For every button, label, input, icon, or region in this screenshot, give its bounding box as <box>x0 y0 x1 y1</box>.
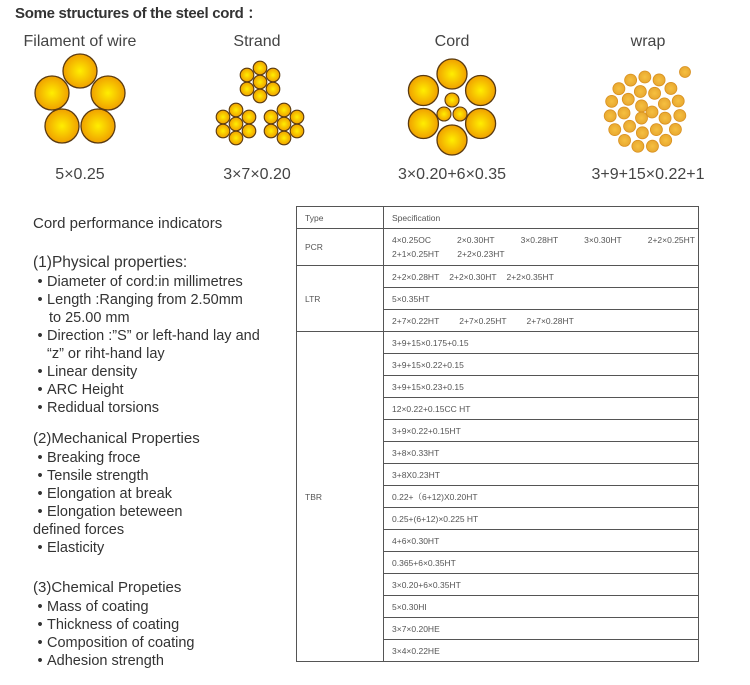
wire-circle <box>680 67 691 78</box>
type-cell: LTR <box>297 266 384 332</box>
spec-cell: 3×4×0.22HE <box>384 640 699 662</box>
spec-cell: 3+8×0.33HT <box>384 442 699 464</box>
bullet-icon: • <box>37 468 43 484</box>
section-title: (1)Physical properties: <box>33 254 188 271</box>
wire-circle <box>240 68 254 82</box>
wire-circle <box>264 110 278 124</box>
wire-circle <box>672 95 684 107</box>
wire-circle <box>466 76 496 106</box>
list-item: • Composition of coating <box>33 634 260 652</box>
wire-circle <box>277 131 291 145</box>
list-item: • Linear density <box>33 363 260 381</box>
wire-circle <box>229 103 243 117</box>
wire-circle <box>445 93 459 107</box>
wire-circle <box>650 124 662 136</box>
spec-value: 2+2×0.30HT <box>449 271 497 282</box>
bullet-icon: • <box>37 328 43 344</box>
performance-indicators <box>33 214 260 670</box>
spec-value: 4×0.25OC <box>392 235 431 245</box>
bullet-icon: • <box>37 486 43 502</box>
list-item: • Elongation at break <box>33 485 260 503</box>
list-item-continuation: “z” or riht-hand lay <box>47 346 165 362</box>
wire-circle <box>649 87 661 99</box>
spec-cell: 0.25+(6+12)×0.225 HT <box>384 508 699 530</box>
wire-circle <box>437 107 451 121</box>
spec-value: 2+2×0.23HT <box>457 249 505 259</box>
list-item: • Diameter of cord:in millimetres <box>33 273 260 291</box>
wire-circle <box>660 134 672 146</box>
list-item: • Redidual torsions <box>33 399 260 417</box>
wire-circle <box>290 110 304 124</box>
type-cell: PCR <box>297 229 384 266</box>
wire-circle <box>290 124 304 138</box>
spec-value: 3×0.30HT <box>584 235 622 245</box>
structure-label: wrap <box>630 33 666 50</box>
spec-value: 2+2×0.28HT <box>392 271 440 282</box>
wire-circle <box>665 82 677 94</box>
wire-circle <box>658 98 670 110</box>
spec-cell: 5×0.35HT <box>384 288 699 310</box>
wire-circle <box>242 124 256 138</box>
wire-circle <box>636 112 648 124</box>
wire-circle <box>653 74 665 86</box>
structure-filament <box>0 32 160 183</box>
wire-circle <box>624 120 636 132</box>
spec-value: 2×0.30HT <box>457 235 495 245</box>
section-title: (2)Mechanical Properties <box>33 430 200 447</box>
wire-circle <box>242 110 256 124</box>
bullet-icon: • <box>37 653 43 669</box>
structure-spec: 5×0.25 <box>55 166 105 183</box>
table-row-tbr <box>297 332 699 354</box>
bullet-icon: • <box>37 400 43 416</box>
wire-circle <box>35 76 69 110</box>
spec-cell: 3+9+15×0.23+0.15 <box>384 376 699 398</box>
bullet-icon: • <box>37 364 43 380</box>
table-row-ltr <box>297 266 699 288</box>
wire-circle <box>625 74 637 86</box>
wire-circle <box>408 109 438 139</box>
list-item: • Tensile strength <box>33 467 260 485</box>
spec-cell: 5×0.30HI <box>384 596 699 618</box>
wire-circle <box>606 95 618 107</box>
wire-circle <box>277 103 291 117</box>
bullet-icon: • <box>37 540 43 556</box>
section-title: (3)Chemical Propeties <box>33 579 182 596</box>
list-item-continuation: to 25.00 mm <box>49 310 130 326</box>
spec-cell: 0.365+6×0.35HT <box>384 552 699 574</box>
wire-circle <box>646 106 658 118</box>
list-item: • Elongation beteween <box>33 503 260 521</box>
bullet-icon: • <box>37 599 43 615</box>
spec-value: 2+1×0.25HT <box>392 249 440 259</box>
structure-label: Filament of wire <box>23 33 137 50</box>
wire-circle <box>277 117 291 131</box>
spec-value: 2+7×0.22HT <box>392 315 440 326</box>
spec-cell: 0.22+（6+12)X0.20HT <box>384 486 699 508</box>
wire-circle <box>408 76 438 106</box>
spec-cell <box>384 229 699 266</box>
spec-value: 2+2×0.35HT <box>506 271 554 282</box>
wire-circle <box>437 125 467 155</box>
wire-circle <box>619 134 631 146</box>
spec-cell: 3×7×0.20HE <box>384 618 699 640</box>
list-item-continuation: defined forces <box>33 522 125 538</box>
structure-wrap <box>568 32 728 183</box>
wire-circle <box>63 54 97 88</box>
specification-table <box>296 206 699 662</box>
three-strand-cross-section-icon <box>202 52 312 162</box>
list-item: • Thickness of coating <box>33 616 260 634</box>
wire-circle <box>604 110 616 122</box>
list-item: • Breaking froce <box>33 449 260 467</box>
spec-cell: 4+6×0.30HT <box>384 530 699 552</box>
wire-circle <box>618 107 630 119</box>
bullet-icon: • <box>37 292 43 308</box>
wire-circle <box>81 109 115 143</box>
bullet-icon: • <box>37 504 43 520</box>
table-row-pcr <box>297 229 699 266</box>
wire-circle <box>437 59 467 89</box>
wire-circle <box>609 124 621 136</box>
spec-cell <box>384 310 699 332</box>
wire-circle <box>266 82 280 96</box>
spec-value: 2+2×0.25HT <box>647 235 695 245</box>
wire-circle <box>646 140 658 152</box>
header-specification: Specification <box>384 207 699 229</box>
structure-spec: 3+9+15×0.22+1 <box>591 166 705 183</box>
spec-cell: 3+8X0.23HT <box>384 464 699 486</box>
list-item: • Direction :”S” or left-hand lay and <box>33 327 260 345</box>
wire-circle <box>634 86 646 98</box>
page-title: Some structures of the steel cord ： <box>15 5 263 22</box>
wire-circle <box>639 71 651 83</box>
wire-circle <box>659 112 671 124</box>
bullet-icon: • <box>37 274 43 290</box>
spec-value: 2+7×0.28HT <box>526 315 574 326</box>
list-item: • ARC Height <box>33 381 260 399</box>
spec-value: 3×0.28HT <box>520 235 559 245</box>
wire-circle <box>636 100 648 112</box>
cord-cross-section-icon <box>397 52 507 162</box>
header-type: Type <box>297 207 384 229</box>
structure-spec: 3×0.20+6×0.35 <box>397 166 507 183</box>
bullet-icon: • <box>37 617 43 633</box>
structure-spec: 3×7×0.20 <box>223 166 291 183</box>
list-item: • Elasticity <box>33 539 260 557</box>
type-cell: TBR <box>297 332 384 662</box>
spec-cell: 3×0.20+6×0.35HT <box>384 574 699 596</box>
spec-cell: 12×0.22+0.15CC HT <box>384 398 699 420</box>
list-item: • Length :Ranging from 2.50mm <box>33 291 260 309</box>
wire-circle <box>216 110 230 124</box>
five-filament-cross-section-icon <box>25 52 135 162</box>
wire-circle <box>45 109 79 143</box>
wire-circle <box>632 140 644 152</box>
wire-circle <box>453 107 467 121</box>
wire-circle <box>266 68 280 82</box>
wire-circle <box>674 109 686 121</box>
structure-label: Strand <box>233 33 281 50</box>
wrap-cross-section-icon <box>593 52 703 162</box>
spec-cell: 3+9+15×0.175+0.15 <box>384 332 699 354</box>
wire-circle <box>229 117 243 131</box>
wire-circle <box>229 131 243 145</box>
bullet-icon: • <box>37 382 43 398</box>
structure-strand <box>177 32 337 183</box>
wire-circle <box>669 123 681 135</box>
spec-cell: 3+9×0.22+0.15HT <box>384 420 699 442</box>
wire-circle <box>264 124 278 138</box>
wire-circle <box>636 127 648 139</box>
list-item: • Mass of coating <box>33 598 260 616</box>
wire-circle <box>613 83 625 95</box>
spec-cell: 3+9+15×0.22+0.15 <box>384 354 699 376</box>
structure-cord <box>372 32 532 183</box>
wire-circle <box>253 89 267 103</box>
wire-circle <box>240 82 254 96</box>
indicators-heading: Cord performance indicators <box>33 215 223 232</box>
table-header-row <box>297 207 699 229</box>
wire-circle <box>91 76 125 110</box>
spec-value: 2+7×0.25HT <box>459 315 507 326</box>
wire-circle <box>622 93 634 105</box>
structure-label: Cord <box>434 33 470 50</box>
bullet-icon: • <box>37 635 43 651</box>
wire-circle <box>466 109 496 139</box>
list-item: • Adhesion strength <box>33 652 260 670</box>
wire-circle <box>216 124 230 138</box>
wire-circle <box>253 75 267 89</box>
spec-cell <box>384 266 699 288</box>
bullet-icon: • <box>37 450 43 466</box>
wire-circle <box>253 61 267 75</box>
